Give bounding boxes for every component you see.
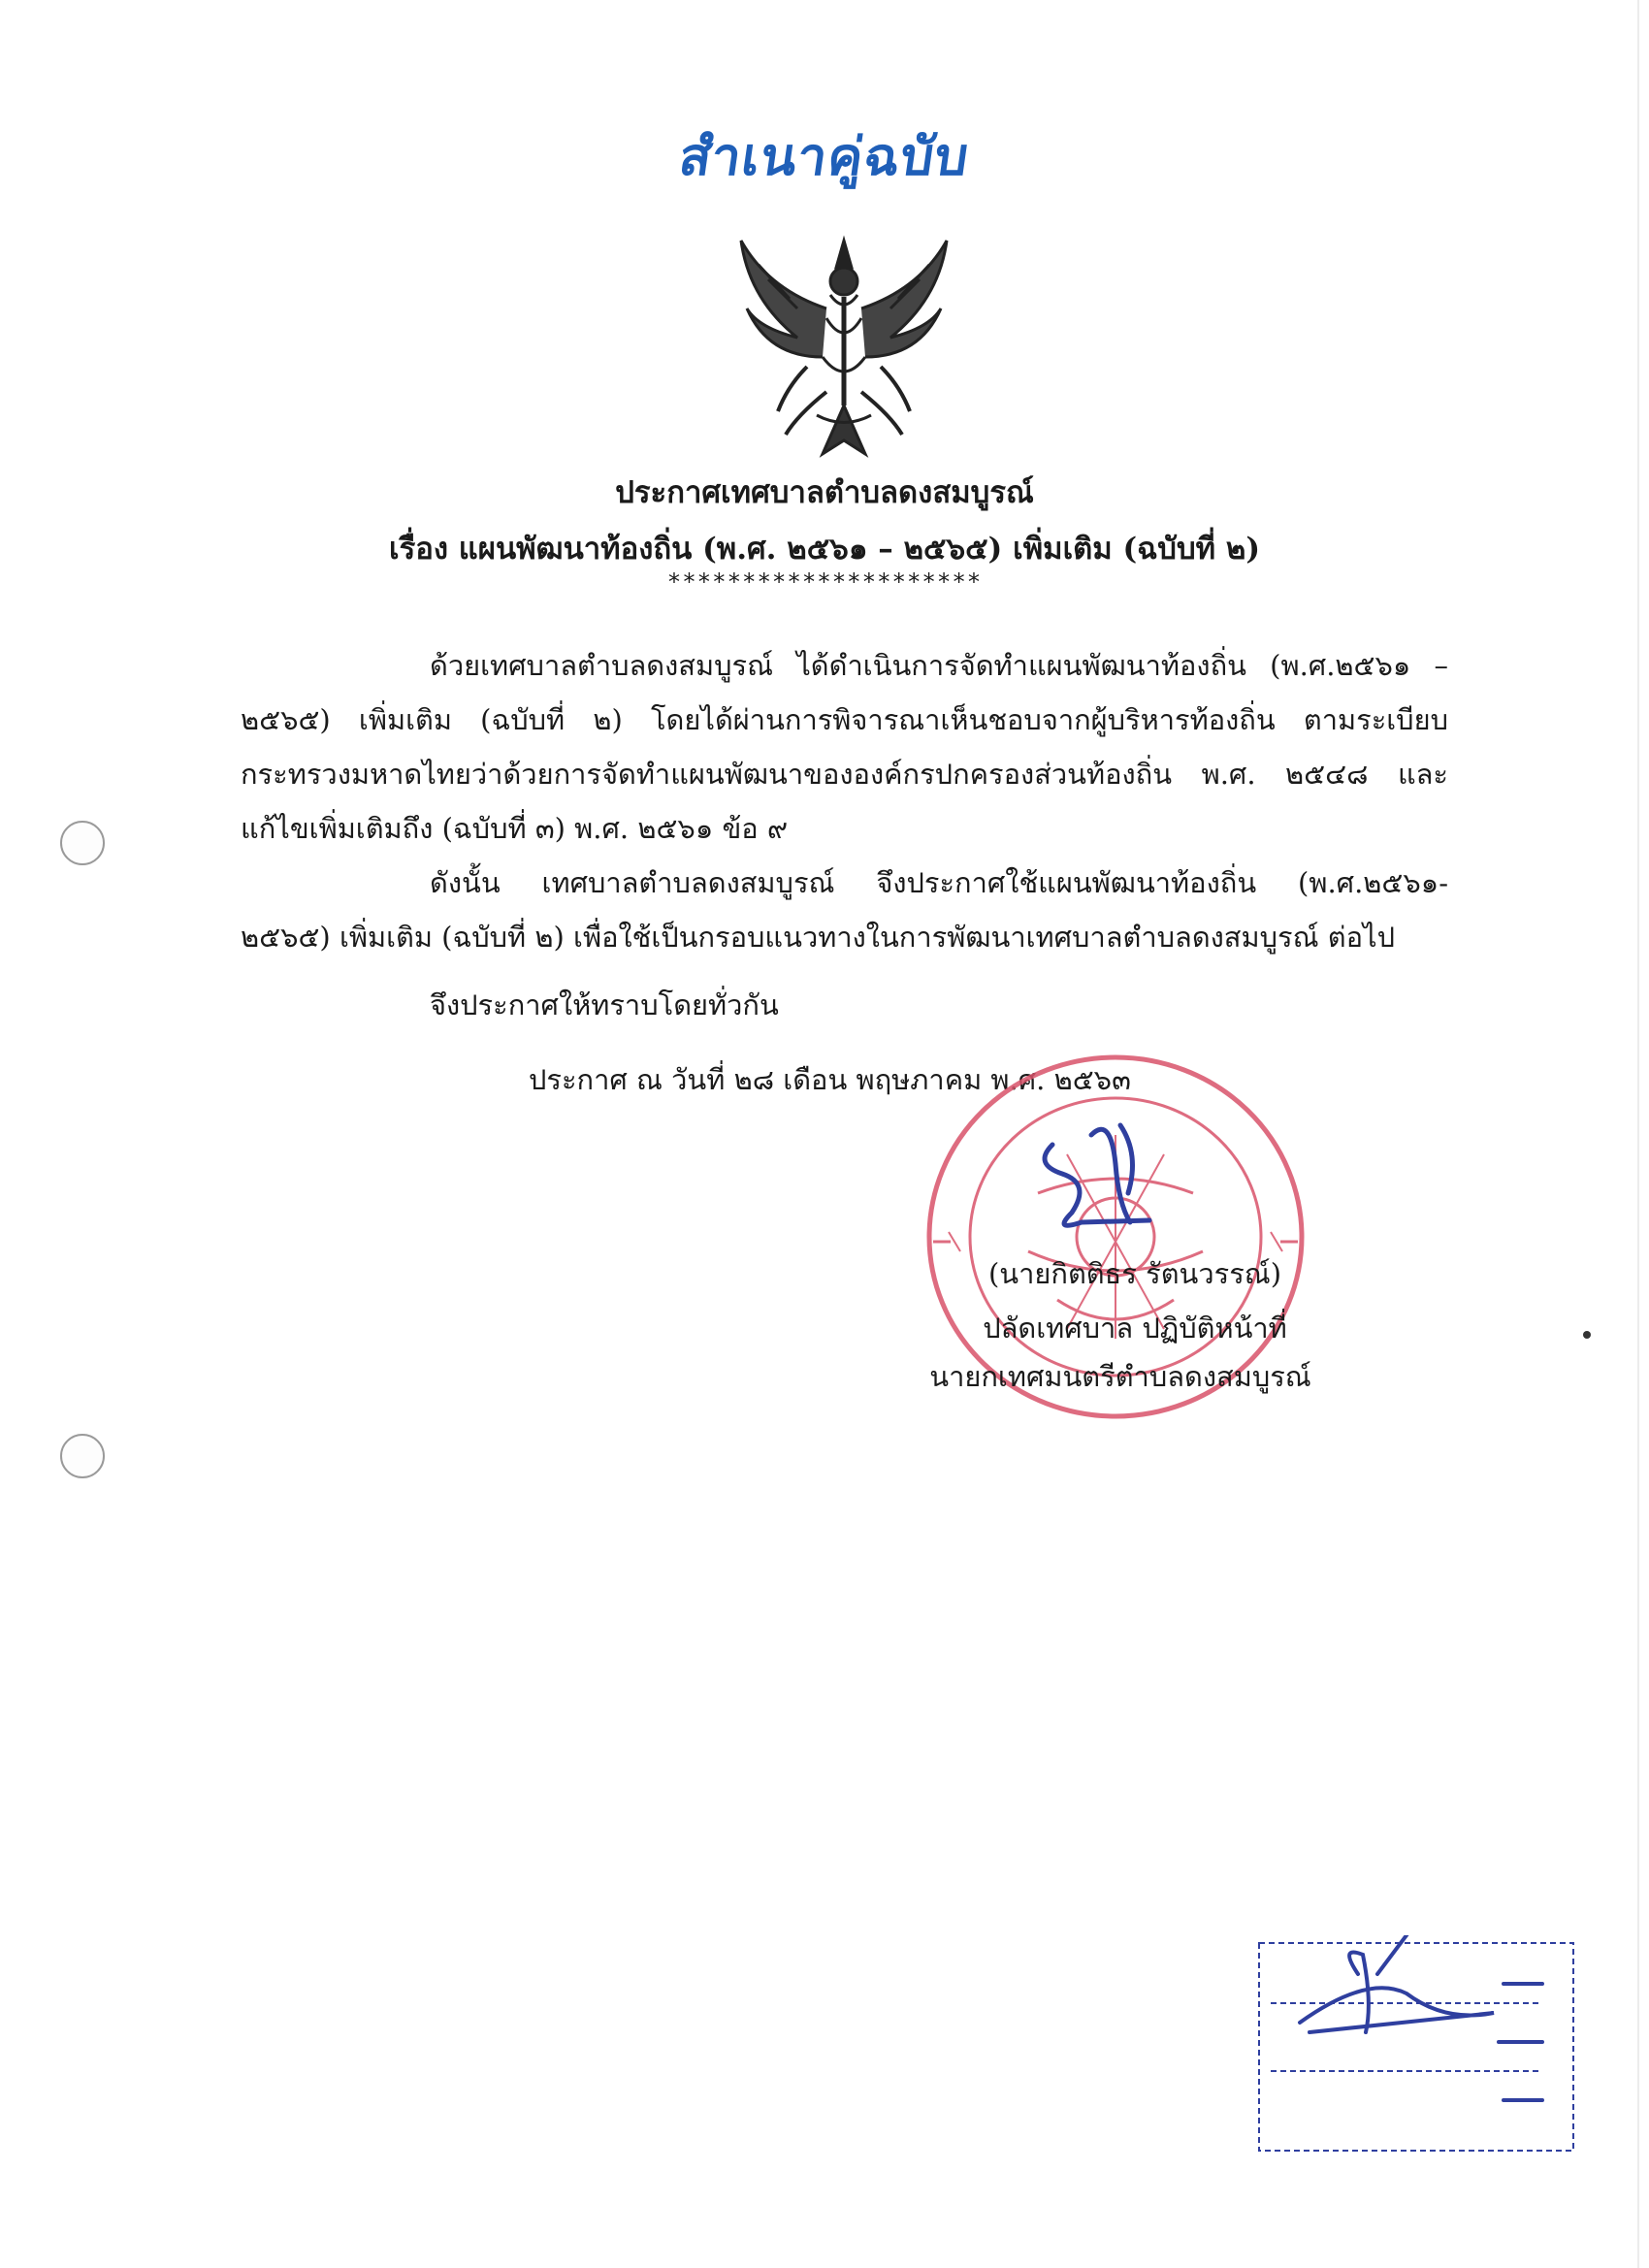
signature-icon (1023, 1106, 1169, 1242)
announcement-title: ประกาศเทศบาลตำบลดงสมบูรณ์ (615, 475, 1034, 510)
garuda-emblem-icon (729, 221, 958, 464)
announcement-date: ประกาศ ณ วันที่ ๒๘ เดือน พฤษภาคม พ.ศ. ๒๕๖๓ (529, 1063, 1131, 1096)
received-check-box (1251, 1935, 1581, 2158)
scan-speck (1583, 1331, 1591, 1339)
signatory-acting-for: นายกเทศมนตรีตำบลดงสมบูรณ์ (929, 1360, 1311, 1393)
heading-divider: ********************* (666, 568, 983, 596)
body-paragraph-1: ด้วยเทศบาลตำบลดงสมบูรณ์ ได้ดำเนินการจัดทำแผนพัฒนาท้องถิ่น (พ.ศ.๒๕๖๑ – ๒๕๖๕) เพิ่มเติม (ฉบับที่ ๒) โดยได้ผ่านการพิจารณาเห็นชอบจากผู้บริหารท้องถิ่น ตามระเบียบกระทรวงมหาดไทยว่าด้วยการจัดทำแผนพัฒนาขององค์กรปกครองส่วนท้องถิ่น พ.ศ. ๒๕๔๘ และแก้ไขเพิ่มเติมถึง (ฉบับที่ ๓) พ.ศ. ๒๕๖๑ ข้อ ๙ (241, 649, 1448, 845)
announcement-subject: เรื่อง แผนพัฒนาท้องถิ่น (พ.ศ. ๒๕๖๑ – ๒๕๖๕) เพิ่มเติม (ฉบับที่ ๒) (389, 532, 1260, 567)
body-paragraph-2: ดังนั้น เทศบาลตำบลดงสมบูรณ์ จึงประกาศใช้แผนพัฒนาท้องถิ่น (พ.ศ.๒๕๖๑- ๒๕๖๕) เพิ่มเติม (ฉบับที่ ๒) เพื่อใช้เป็นกรอบแนวทางในการพัฒนาเทศบาลตำบลดงสมบูรณ์ ต่อไป (241, 866, 1448, 954)
copy-stamp-label: สำเนาคู่ฉบับ (675, 126, 974, 187)
signatory-name: (นายกิตติธร รัตนวรรณ์) (987, 1257, 1282, 1290)
body-paragraph-3: จึงประกาศให้ทราบโดยทั่วกัน (430, 988, 779, 1021)
scan-edge-line (1637, 0, 1639, 2268)
signatory-position: ปลัดเทศบาล ปฏิบัติหน้าที่ (983, 1312, 1287, 1345)
punch-hole (60, 1434, 105, 1478)
punch-hole (60, 821, 105, 865)
